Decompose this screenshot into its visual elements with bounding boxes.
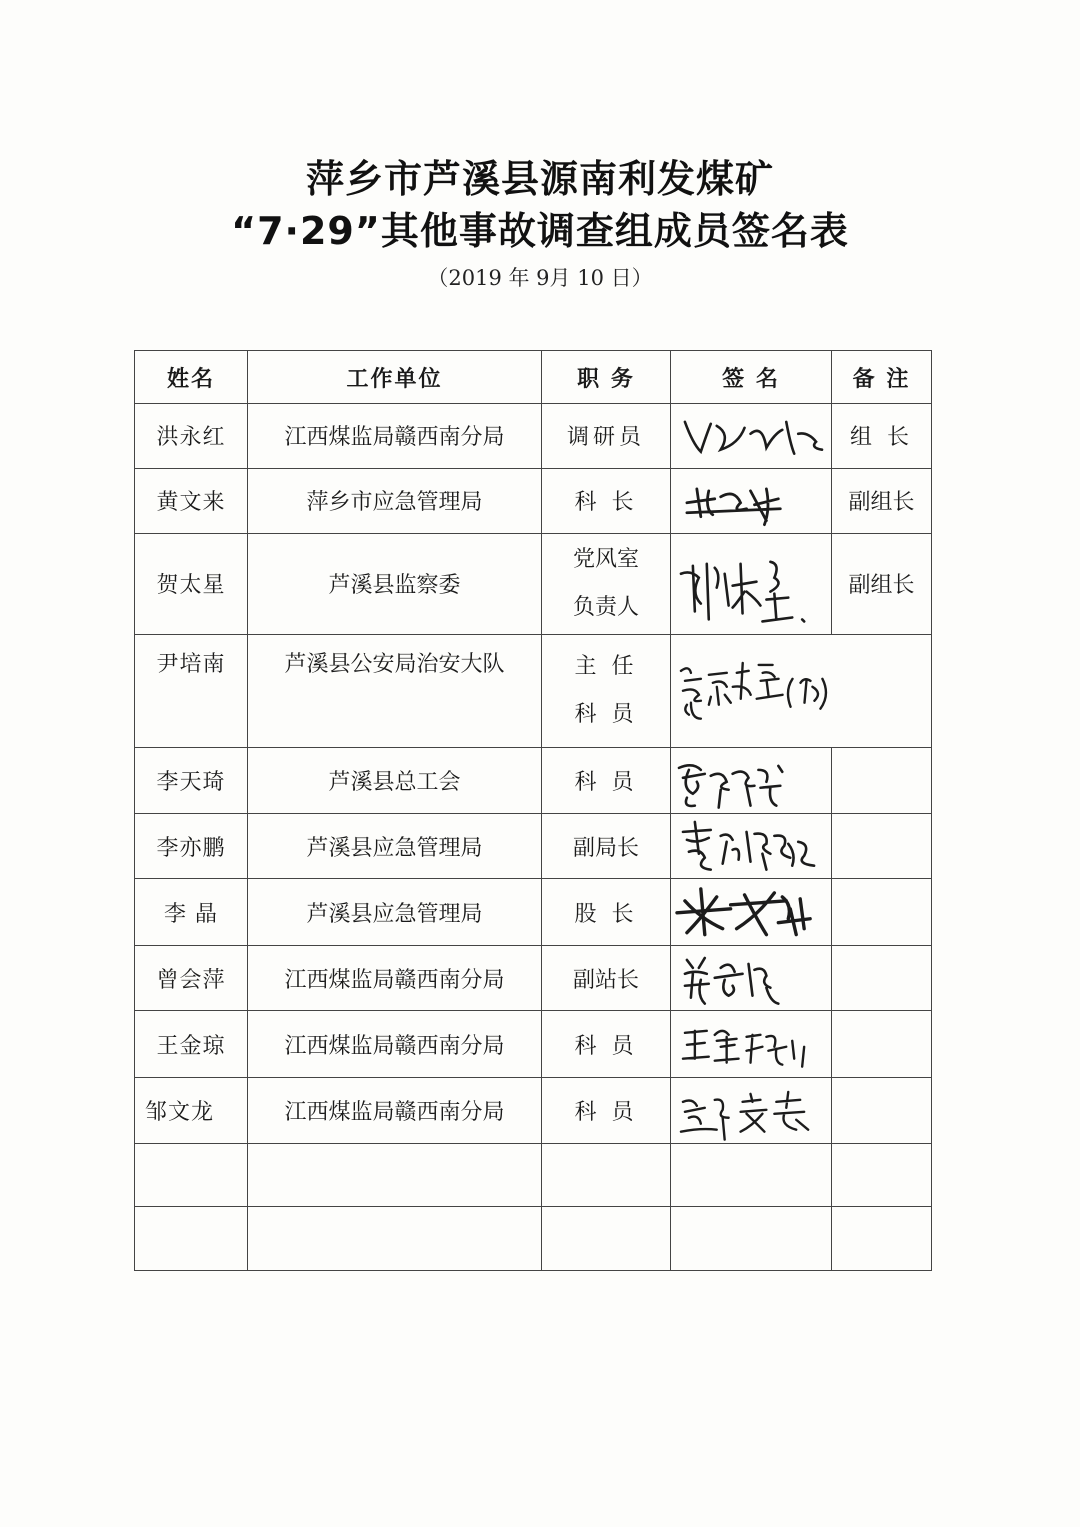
cell-note [832, 748, 932, 814]
cell-unit: 萍乡市应急管理局 [248, 468, 542, 534]
cell-position [542, 634, 671, 748]
position-line-2: 负责人 [572, 594, 639, 620]
empty-cell [671, 1143, 832, 1206]
cell-unit: 芦溪县应急管理局 [248, 813, 542, 879]
cell-position: 科 员 [542, 1078, 671, 1144]
cell-position [542, 534, 671, 634]
cell-signature [671, 1011, 832, 1078]
position-line-1: 党风室 [572, 546, 639, 572]
table-row [135, 748, 932, 814]
handwritten-signature-li-jing [671, 879, 831, 945]
table-row [135, 404, 932, 469]
handwritten-signature-zou [671, 1078, 831, 1143]
cell-signature [671, 879, 832, 946]
cell-position: 股 长 [542, 879, 671, 946]
empty-cell [671, 1206, 832, 1270]
table-row [135, 945, 932, 1011]
cell-name: 黄文来 [135, 468, 248, 534]
position-line-1: 主 任 [574, 653, 638, 679]
handwritten-signature-li-yipeng [671, 814, 831, 879]
handwritten-signature-yin-proxy [671, 635, 931, 748]
table-row [135, 1011, 932, 1078]
cell-position: 副局长 [542, 813, 671, 879]
table-header-row [135, 351, 932, 404]
table-row [135, 534, 932, 634]
table-row [135, 634, 932, 748]
table-row [135, 813, 932, 879]
cell-note [832, 879, 932, 946]
empty-cell [832, 1206, 932, 1270]
cell-name: 李亦鹏 [135, 813, 248, 879]
position-line-2: 科 员 [574, 701, 638, 727]
cell-unit: 芦溪县公安局治安大队 [248, 634, 542, 748]
handwritten-signature-he [671, 534, 831, 633]
cell-unit: 芦溪县总工会 [248, 748, 542, 814]
table-row-empty [135, 1143, 932, 1206]
cell-name: 曾会萍 [135, 945, 248, 1011]
table-row [135, 468, 932, 534]
document-title-line-2: “7·29”其他事故调查组成员签名表 [231, 209, 849, 253]
cell-position: 副站长 [542, 945, 671, 1011]
cell-unit: 江西煤监局赣西南分局 [248, 1011, 542, 1078]
cell-position: 科 员 [542, 1011, 671, 1078]
cell-name: 李天琦 [135, 748, 248, 814]
handwritten-signature-huang [671, 469, 831, 534]
cell-name: 洪永红 [135, 404, 248, 469]
handwritten-signature-hong [671, 404, 831, 468]
cell-unit: 江西煤监局赣西南分局 [248, 1078, 542, 1144]
empty-cell [248, 1206, 542, 1270]
cell-signature [671, 404, 832, 469]
header-note: 备 注 [832, 351, 932, 404]
cell-name: 李 晶 [135, 879, 248, 946]
table-row-empty [135, 1206, 932, 1270]
cell-unit: 芦溪县监察委 [248, 534, 542, 634]
cell-name: 邹文龙 [135, 1078, 248, 1144]
document-date: （2019 年 9月 10 日） [427, 266, 653, 290]
header-signature: 签 名 [671, 351, 832, 404]
empty-cell [135, 1206, 248, 1270]
table-row [135, 1078, 932, 1144]
empty-cell [135, 1143, 248, 1206]
cell-note: 副组长 [832, 534, 932, 634]
header-unit: 工作单位 [248, 351, 542, 404]
cell-signature [671, 534, 832, 634]
handwritten-signature-zeng [671, 946, 831, 1011]
signature-table [134, 350, 932, 1271]
table-row [135, 879, 932, 946]
cell-name: 贺太星 [135, 534, 248, 634]
handwritten-signature-li-tianqi [671, 748, 831, 813]
cell-signature [671, 468, 832, 534]
header-name: 姓名 [135, 351, 248, 404]
cell-signature [671, 634, 932, 748]
cell-unit: 芦溪县应急管理局 [248, 879, 542, 946]
cell-signature [671, 1078, 832, 1144]
cell-signature [671, 813, 832, 879]
empty-cell [542, 1206, 671, 1270]
header-position: 职 务 [542, 351, 671, 404]
cell-name: 尹培南 [135, 634, 248, 748]
cell-position: 科 长 [542, 468, 671, 534]
cell-unit: 江西煤监局赣西南分局 [248, 945, 542, 1011]
cell-signature [671, 945, 832, 1011]
handwritten-signature-wang [671, 1011, 831, 1077]
cell-note [832, 813, 932, 879]
empty-cell [248, 1143, 542, 1206]
empty-cell [832, 1143, 932, 1206]
cell-note [832, 1078, 932, 1144]
document-title-line-1: 萍乡市芦溪县源南利发煤矿 [305, 157, 774, 201]
cell-position: 调研员 [542, 404, 671, 469]
cell-note: 副组长 [832, 468, 932, 534]
cell-name: 王金琼 [135, 1011, 248, 1078]
cell-note [832, 1011, 932, 1078]
empty-cell [542, 1143, 671, 1206]
cell-position: 科 员 [542, 748, 671, 814]
cell-unit: 江西煤监局赣西南分局 [248, 404, 542, 469]
cell-signature [671, 748, 832, 814]
cell-note: 组 长 [832, 404, 932, 469]
cell-note [832, 945, 932, 1011]
